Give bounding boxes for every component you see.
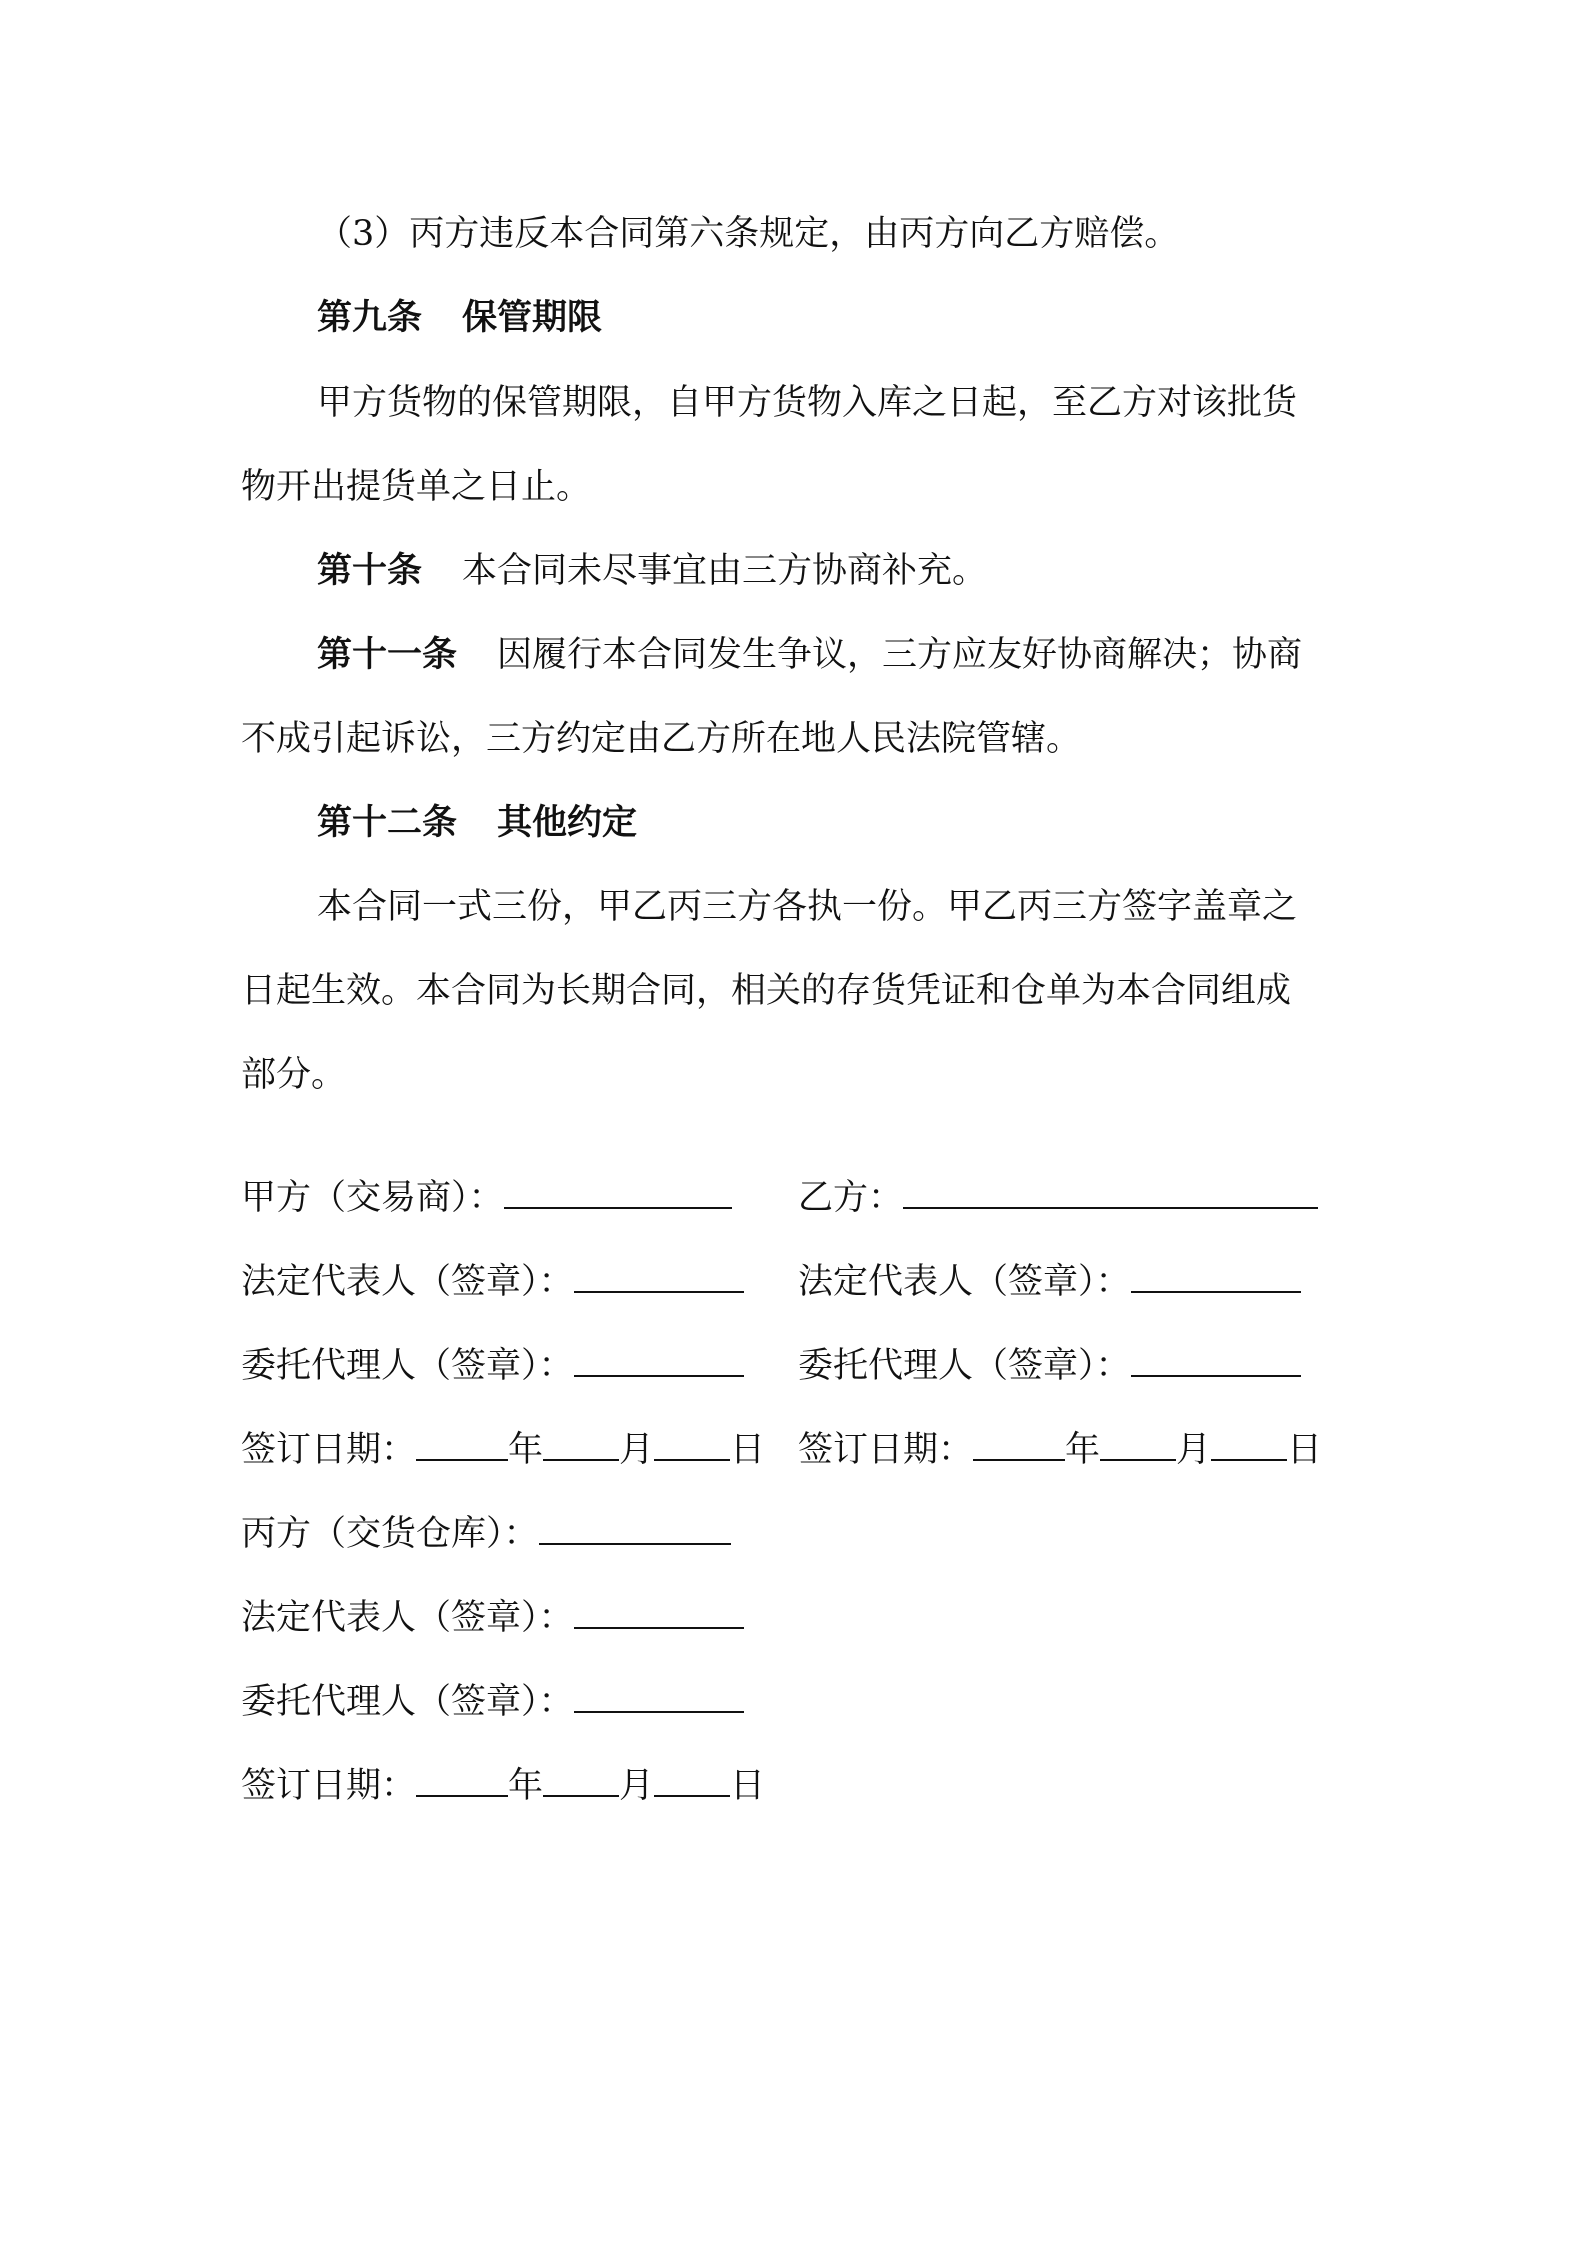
article-11-text-line-2: 不成引起诉讼，三方约定由乙方所在地人民法院管辖。 — [241, 719, 1082, 759]
party-b-year-blank[interactable] — [973, 1427, 1065, 1461]
party-b-name-label: 乙方： — [798, 1178, 904, 1218]
article-9-text-line-1: 甲方货物的保管期限，自甲方货物入库之日起，至乙方对该批货 — [317, 383, 1298, 423]
party-a-rep-field — [241, 1259, 744, 1304]
party-b-rep-field — [798, 1259, 1301, 1304]
article-12-title: 第十二条 — [317, 802, 458, 843]
article-12-text-line-3: 部分。 — [241, 1055, 347, 1095]
article-10 — [317, 549, 987, 593]
article-9-text-line-2: 物开出提货单之日止。 — [241, 467, 592, 507]
article-11-title: 第十一条 — [317, 634, 458, 675]
party-a-date-field — [241, 1427, 765, 1472]
party-b-agent-blank[interactable] — [1131, 1343, 1301, 1377]
article-12-text-line-1: 本合同一式三份，甲乙丙三方各执一份。甲乙丙三方签字盖章之 — [317, 887, 1298, 927]
article-11-text-line-1: 因履行本合同发生争议，三方应友好协商解决；协商 — [497, 635, 1303, 675]
party-c-month-blank[interactable] — [543, 1763, 619, 1797]
party-c-rep-field — [241, 1595, 744, 1640]
party-c-rep-blank[interactable] — [574, 1595, 744, 1629]
party-c-agent-blank[interactable] — [574, 1679, 744, 1713]
party-c-name-field — [241, 1511, 731, 1556]
article-9-title: 第九条 — [317, 297, 423, 338]
party-a-month-label: 月 — [619, 1430, 655, 1470]
party-c-year-blank[interactable] — [416, 1763, 508, 1797]
article-12-text-line-2: 日起生效。本合同为长期合同，相关的存货凭证和仓单为本合同组成 — [241, 971, 1292, 1011]
party-a-rep-blank[interactable] — [574, 1259, 744, 1293]
party-a-month-blank[interactable] — [543, 1427, 619, 1461]
article-11-line-1 — [317, 633, 1302, 677]
party-a-rep-label: 法定代表人（签章）： — [241, 1262, 574, 1302]
party-b-name-field — [798, 1175, 1318, 1220]
party-b-day-label: 日 — [1287, 1430, 1323, 1470]
party-c-rep-label: 法定代表人（签章）： — [241, 1598, 574, 1638]
party-b-rep-blank[interactable] — [1131, 1259, 1301, 1293]
paragraph-clause-3: （3）丙方违反本合同第六条规定，由丙方向乙方赔偿。 — [317, 214, 1180, 254]
party-b-agent-label: 委托代理人（签章）： — [798, 1346, 1131, 1386]
party-a-year-blank[interactable] — [416, 1427, 508, 1461]
party-a-name-label: 甲方（交易商）： — [241, 1178, 504, 1218]
article-12-subject: 其他约定 — [497, 802, 638, 843]
party-a-date-label: 签订日期： — [241, 1430, 417, 1470]
party-b-agent-field — [798, 1343, 1301, 1388]
party-b-day-blank[interactable] — [1211, 1427, 1287, 1461]
party-a-day-label: 日 — [730, 1430, 766, 1470]
party-c-day-blank[interactable] — [654, 1763, 730, 1797]
party-c-name-blank[interactable] — [539, 1511, 731, 1545]
party-a-year-label: 年 — [508, 1430, 544, 1470]
party-b-rep-label: 法定代表人（签章）： — [798, 1262, 1131, 1302]
party-a-agent-field — [241, 1343, 744, 1388]
party-a-day-blank[interactable] — [654, 1427, 730, 1461]
party-a-agent-label: 委托代理人（签章）： — [241, 1346, 574, 1386]
party-c-name-label: 丙方（交货仓库）： — [241, 1514, 539, 1554]
party-b-month-label: 月 — [1176, 1430, 1212, 1470]
article-9-subject: 保管期限 — [462, 297, 603, 338]
party-b-date-label: 签订日期： — [798, 1430, 974, 1470]
party-c-agent-label: 委托代理人（签章）： — [241, 1682, 574, 1722]
article-9-heading — [317, 296, 602, 340]
party-a-name-field — [241, 1175, 732, 1220]
party-c-date-field — [241, 1763, 765, 1808]
party-c-month-label: 月 — [619, 1766, 655, 1806]
party-c-agent-field — [241, 1679, 744, 1724]
party-b-month-blank[interactable] — [1100, 1427, 1176, 1461]
party-a-name-blank[interactable] — [504, 1175, 732, 1209]
article-12-heading — [317, 801, 637, 845]
party-c-date-label: 签订日期： — [241, 1766, 417, 1806]
party-b-date-field — [798, 1427, 1322, 1472]
party-c-day-label: 日 — [730, 1766, 766, 1806]
article-10-title: 第十条 — [317, 550, 423, 591]
party-c-year-label: 年 — [508, 1766, 544, 1806]
article-10-text: 本合同未尽事宜由三方协商补充。 — [462, 551, 988, 591]
party-a-agent-blank[interactable] — [574, 1343, 744, 1377]
party-b-name-blank[interactable] — [903, 1175, 1318, 1209]
party-b-year-label: 年 — [1065, 1430, 1101, 1470]
